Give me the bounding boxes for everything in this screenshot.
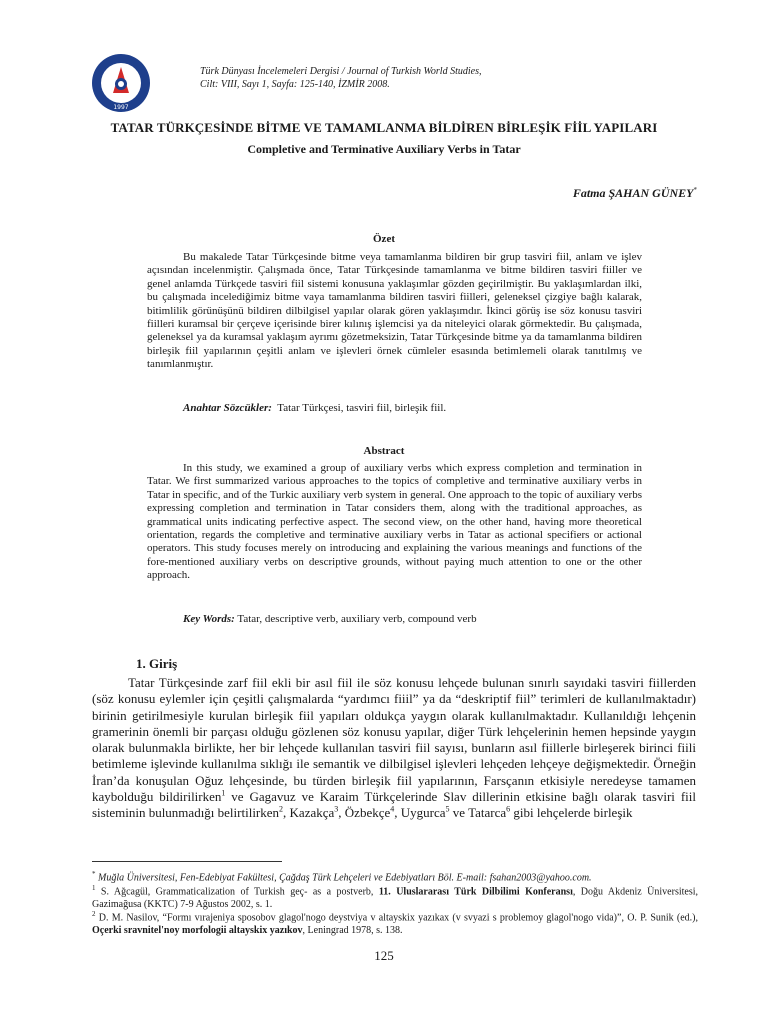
footnote-ref-6[interactable]: 6 xyxy=(506,805,511,815)
ozet-keywords-value: Tatar Türkçesi, tasviri fiil, birleşik fiil. xyxy=(277,402,447,414)
author-text: Fatma ŞAHAN GÜNEY xyxy=(572,186,694,200)
journal-line-2: Cilt: VIII, Sayı 1, Sayfa: 125-140, İZMİR 2008. xyxy=(200,79,390,90)
footnote-ref-1[interactable]: 1 xyxy=(221,788,226,798)
body-text-run: ve Tatarca xyxy=(449,805,507,821)
page-number: 125 xyxy=(374,948,394,963)
body-text-run: , Kazakça xyxy=(283,805,335,821)
body-text-run: gibi lehçelerde birleşik xyxy=(510,805,633,821)
footnote-mark: 1 xyxy=(92,884,96,892)
abstract-keywords xyxy=(183,613,477,625)
body-paragraph xyxy=(92,675,696,822)
footnote-1 xyxy=(92,882,698,911)
footnote-text: Muğla Üniversitesi, Fen-Edebiyat Fakültesi, Çağdaş Türk Lehçeleri ve Edebiyatları Böl. E-mail: fsahan2003@yahoo.com. xyxy=(98,872,592,884)
footnote-2 xyxy=(92,908,698,937)
journal-citation xyxy=(200,65,481,91)
body-text-run: , Özbekçe xyxy=(338,805,391,821)
body-text-run: Tatar Türkçesinde zarf fiil ekli bir asıl fiil ile söz konusu lehçede bulunan sınırlı sayıdaki tasviri fiillerden (söz konusu eylemler için çeşitli çalışmalarda “yardımcı fiiil” ya da “deskriptif fiil” terimleri de kullanılmaktadır) birinin getirilmesiyle kurulan birleşik fiil yapıları oldukça yaygın olarak kullanılmaktadır. Kullanıldığı lehçenin gramerinin önemli bir parçası olduğu gözlenen söz konusu yapılar, diğer Türk lehçelerinin hemen hepsinde yaygın olarak bulunmakla birlikte, her bir lehçede kullanılan tasviri fiil sayısı, bunların asıl fiillerle birleşerek birinci fiili betimleme işlevinde kullanılma sıklığı ile semantik ve dilbilgisel işlevleri lehçeden lehçeye değişmektedir. Örneğin İran’da konuşulan Oğuz lehçesinde, bu türden birleşik fiil yapılarının, Farsçanın etkisiyle neredeyse tamamen kaybolduğu bildirilirken xyxy=(92,675,696,805)
footnote-text: D. M. Nasilov, “Formı vırajeniya sposobov glagol'nogo deystviya v altayskix yazıkax (v svyazi s problemoy glagol'nogo vida)”, O. P. Sunik (ed.), xyxy=(98,912,699,924)
ozet-text: Bu makalede Tatar Türkçesinde bitme veya tamamlanma bildiren bir grup tasviri fiil, anlam ve işlev açısından incelenmiştir. Çalışmada önce, Tatar Türkçesinde tamamlanma ve bitme bildiren tasviri fiiller ve genel anlamda Türkçede tasviri fiil sistemi konusuna yaklaşımlar gözden geçirilmiştir. Bu yaklaşımlardan ilki, bu çalışmada incelediğimiz bitme vaya tamamlanma bildiren tasviri fiilleri, geleneksel çizgiye bağlı kalarak, bitimlilik görünüşünü bildiren dilbilgisel yapılar olarak gören yaklaşımdır. İkinci görüş ise söz konusu tasviri fiilleri kuramsal bir çerçeve içerisinde birer kılınış işlemcisi ya da niteleyici olarak görmektedir. Bu çalışmada, geleneksel ya da kuramsal yaklaşım ayrımı gözetmeksizin, Tatar Türkçesinde bitme ya da tamamlanma bildiren birleşik fiil yapılarının çeşitli anlam ve işlevleri örnek cümleler esasında betimlemeli olarak tanıtılmış ve tanımlanmıştır. xyxy=(147,251,642,371)
abstract-keywords-label: Key Words: xyxy=(183,613,235,625)
footnote-ref-3[interactable]: 3 xyxy=(334,805,339,815)
article-subtitle: Completive and Terminative Auxiliary Verbs in Tatar xyxy=(247,142,521,156)
footnote-mark: * xyxy=(92,870,96,878)
ozet-keywords-label: Anahtar Sözcükler: xyxy=(183,402,272,414)
footnote-source-title: Oçerki sravnitel'noy morfologii altayskix yazıkov xyxy=(92,924,303,936)
journal-logo xyxy=(91,53,151,113)
footnote-ref-2[interactable]: 2 xyxy=(279,805,284,815)
footnote-ref-4[interactable]: 4 xyxy=(390,805,395,815)
author-name xyxy=(573,186,697,201)
footnote-text: , Doğu Akdeniz Üniversitesi, Gazimağusa (KKTC) 7-9 Ağustos 2002, s. 1. xyxy=(92,886,698,910)
footnote-source-title: 11. Uluslararası Türk Dilbilimi Konferansı xyxy=(378,886,573,898)
author-footnote-mark[interactable]: * xyxy=(693,186,697,194)
footnote-mark: 2 xyxy=(92,910,96,918)
abstract-text: In this study, we examined a group of auxiliary verbs which express completion and termination in Tatar. We first summarized various approaches to the topics of completive and terminative auxiliary verbs in Tatar in specific, and of the Turkic auxiliary verb system in general. One approach to the topic of auxiliary verbs expressing completion and termination in Tatar considers them, along with the traditional approaches, as grammatical units indicating perfective aspect. The second view, on the other hand, having more theoretical orientation, regards the completive and terminative auxiliary verbs in Tatar as actional specifiers or actional operators. This study focuses merely on introducing and explaining the various meanings and functions of the fore-mentioned auxiliary verbs on descriptive grounds, without paying much attention to one or the other approach. xyxy=(147,462,642,582)
journal-line-1: Türk Dünyası İncelemeleri Dergisi / Journal of Turkish World Studies, xyxy=(200,66,482,77)
logo-year: 1997 xyxy=(113,104,129,111)
article-title: TATAR TÜRKÇESİNDE BİTME VE TAMAMLANMA BİLDİREN BİRLEŞİK FİİL YAPILARI xyxy=(110,120,658,135)
abstract-heading: Abstract xyxy=(363,445,405,457)
abstract-keywords-value: Tatar, descriptive verb, auxiliary verb, compound verb xyxy=(237,613,477,625)
ozet-keywords xyxy=(183,402,446,414)
footnote-text: , Leningrad 1978, s. 138. xyxy=(302,924,403,936)
footnote-text: S. Ağcagül, Grammaticalization of Turkish geç- as a postverb, xyxy=(100,886,379,898)
footnote-divider xyxy=(92,861,282,862)
ozet-heading: Özet xyxy=(373,233,395,245)
body-text-run: ve Gagavuz ve Karaim Türkçelerinde Slav dillerinin etkisine bağlı olarak tasviri fiil sisteminin bulunmadığı belirtilirken xyxy=(92,789,696,821)
body-text-run: , Uygurca xyxy=(394,805,446,821)
section-heading-giris: 1. Giriş xyxy=(136,656,178,671)
footnote-ref-5[interactable]: 5 xyxy=(445,805,450,815)
